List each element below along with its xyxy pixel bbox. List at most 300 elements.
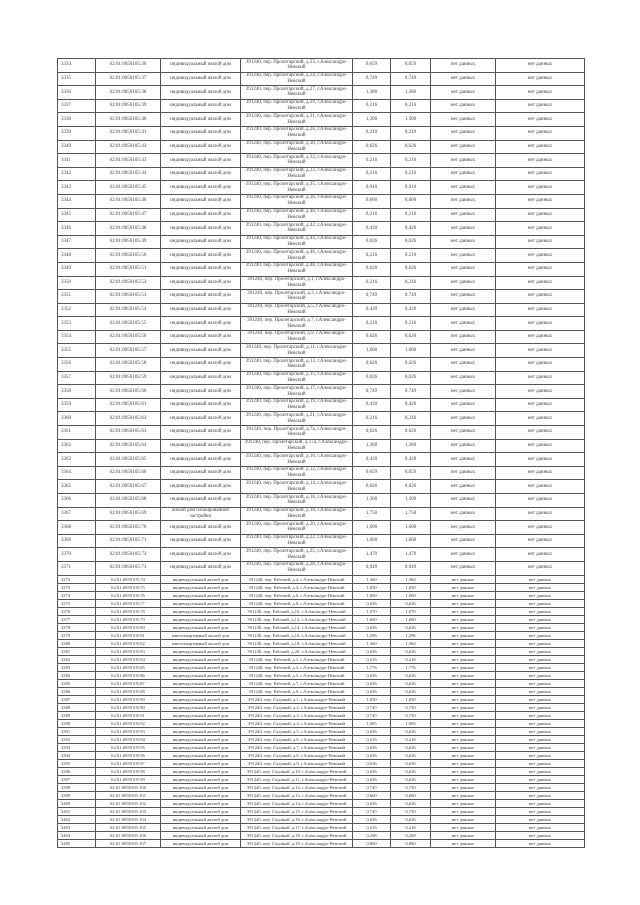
- object-type-cell: индивидуальный жилой дом: [161, 799, 241, 807]
- address-cell: 391240, пер. Пролетарский, д.7, г.Александро-Невский: [241, 317, 353, 331]
- object-type-cell: многоквартирный жилой дом: [161, 631, 241, 639]
- cadastral-number-cell: 62:01:0050105:90: [96, 703, 161, 711]
- status-cell: нет данных: [431, 262, 496, 276]
- value-cell-2: 0,626: [391, 480, 431, 494]
- address-cell: 391240, пер. Садовый, д.6, г.Александро-Невский: [241, 735, 353, 743]
- object-type-cell: индивидуальный жилой дом: [161, 759, 241, 767]
- row-number-cell: 3334: [58, 59, 96, 73]
- address-cell: 391240, пер. Пролетарский, д.20, г.Александро-Невский: [241, 521, 353, 535]
- row-number-cell: 3342: [58, 167, 96, 181]
- status-cell-2: нет данных: [496, 262, 585, 276]
- status-cell-2: нет данных: [496, 140, 585, 154]
- address-cell: 391240, пер. Пролетарский, д.1, г.Александро-Невский: [241, 276, 353, 290]
- address-cell: 391240, пер. Садовый, д.4, г.Александро-Невский: [241, 719, 353, 727]
- address-cell: 391240, пер. Рабочий, д.14, г.Александро-Невский: [241, 623, 353, 631]
- object-type-cell: индивидуальный жилой дом: [161, 561, 241, 575]
- status-cell: нет данных: [431, 671, 496, 679]
- value-cell-2: 0,626: [391, 262, 431, 276]
- status-cell-2: нет данных: [496, 671, 585, 679]
- status-cell-2: нет данных: [496, 208, 585, 222]
- status-cell-2: нет данных: [496, 358, 585, 372]
- status-cell-2: нет данных: [496, 599, 585, 607]
- value-cell-2: 0,216: [391, 276, 431, 290]
- value-cell: 0,626: [353, 687, 391, 695]
- object-type-cell: индивидуальный жилой дом: [161, 839, 241, 847]
- row-number-cell: 3360: [58, 412, 96, 426]
- value-cell: 0,626: [353, 140, 391, 154]
- value-cell-2: 0,216: [391, 412, 431, 426]
- value-cell-2: 1,360: [391, 639, 431, 647]
- object-type-cell: индивидуальный жилой дом: [161, 663, 241, 671]
- address-cell: 391240, пер. Рабочий, д.10, г.Александро-Невский: [241, 607, 353, 615]
- row-number-cell: 3361: [58, 426, 96, 440]
- object-type-cell: индивидуальный жилой дом: [161, 412, 241, 426]
- object-type-cell: индивидуальный жилой дом: [161, 385, 241, 399]
- status-cell-2: нет данных: [496, 181, 585, 195]
- row-number-cell: 3400: [58, 799, 96, 807]
- cadastral-number-cell: 62:01:0050105:94: [96, 735, 161, 743]
- status-cell: нет данных: [431, 695, 496, 703]
- value-cell-2: 0,216: [391, 823, 431, 831]
- table-row: [58, 371, 585, 385]
- address-cell: 391240, пер. Рабочий, д.20, г.Александро-Невский: [241, 647, 353, 655]
- value-cell-2: 0,626: [391, 679, 431, 687]
- value-cell: 1,050: [353, 695, 391, 703]
- status-cell-2: нет данных: [496, 743, 585, 751]
- value-cell-2: 0,210: [391, 126, 431, 140]
- table-row: [58, 140, 585, 154]
- status-cell: нет данных: [431, 235, 496, 249]
- row-number-cell: 3341: [58, 154, 96, 168]
- object-type-cell: индивидуальный жилой дом: [161, 317, 241, 331]
- status-cell: нет данных: [431, 113, 496, 127]
- table-row: [58, 631, 585, 639]
- value-cell-2: 0,626: [391, 358, 431, 372]
- address-cell: 391240, пер. Садовый, д.15, г.Александро-Невский: [241, 807, 353, 815]
- table-row: [58, 791, 585, 799]
- status-cell: нет данных: [431, 561, 496, 575]
- value-cell-2: 1,070: [391, 607, 431, 615]
- object-type-cell: индивидуальный жилой дом: [161, 208, 241, 222]
- status-cell-2: нет данных: [496, 222, 585, 236]
- status-cell: нет данных: [431, 385, 496, 399]
- cadastral-number-cell: 62:01:0050105:77: [96, 599, 161, 607]
- row-number-cell: 3377: [58, 615, 96, 623]
- status-cell: нет данных: [431, 783, 496, 791]
- row-number-cell: 3389: [58, 711, 96, 719]
- value-cell-2: 1,296: [391, 631, 431, 639]
- object-type-cell: индивидуальный жилой дом: [161, 583, 241, 591]
- object-type-cell: индивидуальный жилой дом: [161, 623, 241, 631]
- value-cell-2: 0,636: [391, 759, 431, 767]
- cadastral-number-cell: 62:01:0050105:99: [96, 775, 161, 783]
- value-cell-2: 0,216: [391, 154, 431, 168]
- value-cell-2: 0,626: [391, 140, 431, 154]
- object-type-cell: индивидуальный жилой дом: [161, 453, 241, 467]
- object-type-cell: индивидуальный жилой дом: [161, 521, 241, 535]
- object-type-cell: индивидуальный жилой дом: [161, 371, 241, 385]
- status-cell-2: нет данных: [496, 815, 585, 823]
- cadastral-number-cell: 62:01:0050105:107: [96, 839, 161, 847]
- value-cell-2: 0,626: [391, 727, 431, 735]
- row-number-cell: 3381: [58, 647, 96, 655]
- status-cell: нет данных: [431, 655, 496, 663]
- table-row: [58, 823, 585, 831]
- value-cell: 0,749: [353, 703, 391, 711]
- value-cell-2: 1,360: [391, 575, 431, 583]
- address-cell: 391240, пер. Пролетарский, д.17, г.Александро-Невский: [241, 385, 353, 399]
- status-cell: нет данных: [431, 647, 496, 655]
- table-row: [58, 262, 585, 276]
- object-type-cell: индивидуальный жилой дом: [161, 480, 241, 494]
- object-type-cell: индивидуальный жилой дом: [161, 439, 241, 453]
- table-row: [58, 330, 585, 344]
- row-number-cell: 3386: [58, 687, 96, 695]
- object-type-cell: индивидуальный жилой дом: [161, 615, 241, 623]
- value-cell: 0,626: [353, 679, 391, 687]
- status-cell: нет данных: [431, 466, 496, 480]
- value-cell-2: 0,626: [391, 599, 431, 607]
- object-type-cell: индивидуальный жилой дом: [161, 695, 241, 703]
- table-row: [58, 655, 585, 663]
- address-cell: 391240, пер. Пролетарский, д.11, г.Александро-Невский: [241, 344, 353, 358]
- row-number-cell: 3364: [58, 466, 96, 480]
- cadastral-number-cell: 62:01:0050105:61: [96, 398, 161, 412]
- status-cell: нет данных: [431, 453, 496, 467]
- address-cell: 391240, пер. Пролетарский, д.23, г.Александро-Невский: [241, 59, 353, 73]
- status-cell-2: нет данных: [496, 751, 585, 759]
- object-type-cell: индивидуальный жилой дом: [161, 767, 241, 775]
- status-cell: нет данных: [431, 371, 496, 385]
- value-cell-2: 0,626: [391, 647, 431, 655]
- value-cell: 0,749: [353, 807, 391, 815]
- object-type-cell: индивидуальный жилой дом: [161, 807, 241, 815]
- table-row: [58, 591, 585, 599]
- value-cell-2: 0,420: [391, 303, 431, 317]
- status-cell: нет данных: [431, 534, 496, 548]
- table-row: [58, 398, 585, 412]
- value-cell: 0,626: [353, 358, 391, 372]
- status-cell: нет данных: [431, 823, 496, 831]
- value-cell-2: 0,420: [391, 453, 431, 467]
- row-number-cell: 3362: [58, 439, 96, 453]
- status-cell-2: нет данных: [496, 398, 585, 412]
- cadastral-number-cell: 62:01:0050105:92: [96, 719, 161, 727]
- table-row: [58, 687, 585, 695]
- row-number-cell: 3363: [58, 453, 96, 467]
- value-cell: 0,626: [353, 743, 391, 751]
- cadastral-number-cell: 62:01:0050105:83: [96, 647, 161, 655]
- value-cell: 1,360: [353, 639, 391, 647]
- row-number-cell: 3349: [58, 262, 96, 276]
- value-cell: 1,050: [353, 583, 391, 591]
- value-cell: 1,470: [353, 548, 391, 562]
- status-cell: нет данных: [431, 249, 496, 263]
- value-cell-2: 1,600: [391, 521, 431, 535]
- object-type-cell: индивидуальный жилой дом: [161, 671, 241, 679]
- status-cell-2: нет данных: [496, 113, 585, 127]
- cadastral-number-cell: 62:01:0050105:44: [96, 167, 161, 181]
- status-cell-2: нет данных: [496, 679, 585, 687]
- value-cell: 0,420: [353, 453, 391, 467]
- table-row: [58, 799, 585, 807]
- table-row: [58, 647, 585, 655]
- table-row: [58, 663, 585, 671]
- value-cell-2: 0,420: [391, 398, 431, 412]
- status-cell-2: нет данных: [496, 783, 585, 791]
- value-cell: 1,000: [353, 591, 391, 599]
- status-cell: нет данных: [431, 276, 496, 290]
- cadastral-number-cell: 62:01:0050105:65: [96, 453, 161, 467]
- cadastral-number-cell: 62:01:0050105:59: [96, 371, 161, 385]
- status-cell: нет данных: [431, 330, 496, 344]
- status-cell-2: нет данных: [496, 303, 585, 317]
- table-row: [58, 695, 585, 703]
- status-cell-2: нет данных: [496, 412, 585, 426]
- address-cell: 391240, пер. Пролетарский, д.13, г.Александро-Невский: [241, 358, 353, 372]
- address-cell: 391240, пер. Пролетарский, д.27, г.Александро-Невский: [241, 86, 353, 100]
- row-number-cell: 3393: [58, 743, 96, 751]
- status-cell-2: нет данных: [496, 591, 585, 599]
- table-row: [58, 167, 585, 181]
- table-row: [58, 113, 585, 127]
- cadastral-number-cell: 62:01:0050105:66: [96, 466, 161, 480]
- value-cell-2: 0,916: [391, 181, 431, 195]
- value-cell: 0,660: [353, 791, 391, 799]
- table-row: [58, 208, 585, 222]
- cadastral-number-cell: 62:01:0050105:73: [96, 561, 161, 575]
- value-cell-2: 0,626: [391, 671, 431, 679]
- row-number-cell: 3379: [58, 631, 96, 639]
- value-cell: 0,216: [353, 154, 391, 168]
- value-cell: 0,210: [353, 126, 391, 140]
- row-number-cell: 3384: [58, 671, 96, 679]
- status-cell: нет данных: [431, 815, 496, 823]
- status-cell-2: нет данных: [496, 727, 585, 735]
- object-type-cell: индивидуальный жилой дом: [161, 494, 241, 508]
- status-cell: нет данных: [431, 759, 496, 767]
- cadastral-number-cell: 62:01:0050105:104: [96, 815, 161, 823]
- row-number-cell: 3336: [58, 86, 96, 100]
- address-cell: 391240, пер. Пролетарский, д.42, г.Александро-Невский: [241, 222, 353, 236]
- address-cell: 391240, пер. Пролетарский, д.48, г.Александро-Невский: [241, 262, 353, 276]
- row-number-cell: 3352: [58, 303, 96, 317]
- status-cell-2: нет данных: [496, 759, 585, 767]
- status-cell: нет данных: [431, 831, 496, 839]
- table-row: [58, 831, 585, 839]
- table-row: [58, 759, 585, 767]
- status-cell: нет данных: [431, 631, 496, 639]
- address-cell: 391240, пер. Рабочий, д.2, г.Александро-Невский: [241, 575, 353, 583]
- status-cell: нет данных: [431, 140, 496, 154]
- row-number-cell: 3383: [58, 663, 96, 671]
- value-cell-2: 0,626: [391, 751, 431, 759]
- row-number-cell: 3368: [58, 521, 96, 535]
- address-cell: 391240, пер. Пролетарский, д.5, г.Александро-Невский: [241, 303, 353, 317]
- value-cell: 0,420: [353, 303, 391, 317]
- object-type-cell: индивидуальный жилой дом: [161, 276, 241, 290]
- value-cell: 0,636: [353, 759, 391, 767]
- value-cell-2: 1,300: [391, 113, 431, 127]
- value-cell-2: 0,626: [391, 426, 431, 440]
- row-number-cell: 3347: [58, 235, 96, 249]
- cadastral-number-cell: 62:01:0050105:86: [96, 671, 161, 679]
- cadastral-number-cell: 62:01:0050105:45: [96, 181, 161, 195]
- status-cell-2: нет данных: [496, 276, 585, 290]
- object-type-cell: индивидуальный жилой дом: [161, 599, 241, 607]
- value-cell: 1,750: [353, 507, 391, 521]
- row-number-cell: 3403: [58, 823, 96, 831]
- value-cell: 0,626: [353, 775, 391, 783]
- status-cell-2: нет данных: [496, 385, 585, 399]
- address-cell: 391240, пер. Пролетарский, д.7а, г.Александро-Невский: [241, 426, 353, 440]
- address-cell: 391240, пер. Пролетарский, д.18, г.Александро-Невский: [241, 507, 353, 521]
- object-type-cell: индивидуальный жилой дом: [161, 575, 241, 583]
- status-cell-2: нет данных: [496, 663, 585, 671]
- address-cell: 391240, пер. Садовый, д.14, г.Александро-Невский: [241, 799, 353, 807]
- value-cell: 0,216: [353, 99, 391, 113]
- object-type-cell: жилой дом блокированной застройки: [161, 507, 241, 521]
- object-type-cell: индивидуальный жилой дом: [161, 534, 241, 548]
- object-type-cell: индивидуальный жилой дом: [161, 679, 241, 687]
- status-cell-2: нет данных: [496, 521, 585, 535]
- status-cell: нет данных: [431, 735, 496, 743]
- cadastral-number-cell: 62:01:0050105:75: [96, 583, 161, 591]
- object-type-cell: индивидуальный жилой дом: [161, 743, 241, 751]
- object-type-cell: индивидуальный жилой дом: [161, 783, 241, 791]
- address-cell: 391240, пер. Пролетарский, д.32, г.Александро-Невский: [241, 154, 353, 168]
- table-row: [58, 290, 585, 304]
- object-type-cell: индивидуальный жилой дом: [161, 548, 241, 562]
- status-cell: нет данных: [431, 344, 496, 358]
- cadastral-number-cell: 62:01:0050105:47: [96, 208, 161, 222]
- row-number-cell: 3399: [58, 791, 96, 799]
- status-cell: нет данных: [431, 575, 496, 583]
- cadastral-number-cell: 62:01:0050105:96: [96, 751, 161, 759]
- row-number-cell: 3382: [58, 655, 96, 663]
- object-type-cell: индивидуальный жилой дом: [161, 86, 241, 100]
- address-cell: 391240, пер. Садовый, д.13, г.Александро-Невский: [241, 791, 353, 799]
- status-cell: нет данных: [431, 599, 496, 607]
- value-cell: 0,749: [353, 72, 391, 86]
- status-cell-2: нет данных: [496, 453, 585, 467]
- object-type-cell: индивидуальный жилой дом: [161, 154, 241, 168]
- address-cell: 391240, пер. Пролетарский, д.36, г.Александро-Невский: [241, 194, 353, 208]
- status-cell-2: нет данных: [496, 480, 585, 494]
- value-cell: 0,626: [353, 671, 391, 679]
- row-number-cell: 3335: [58, 72, 96, 86]
- address-cell: 391240, пер. Садовый, д.12, г.Александро-Невский: [241, 783, 353, 791]
- address-cell: 391240, пер. Садовый, д.16, г.Александро-Невский: [241, 815, 353, 823]
- table-row: [58, 412, 585, 426]
- status-cell-2: нет данных: [496, 507, 585, 521]
- status-cell-2: нет данных: [496, 561, 585, 575]
- cadastral-number-cell: 62:01:0050105:95: [96, 743, 161, 751]
- address-cell: 391240, пер. Рабочий, д.1, г.Александро-Невский: [241, 655, 353, 663]
- status-cell-2: нет данных: [496, 647, 585, 655]
- value-cell-2: 0,626: [391, 767, 431, 775]
- address-cell: 391240, пер. Пролетарский, д.14, г.Александро-Невский: [241, 480, 353, 494]
- table-row: [58, 751, 585, 759]
- status-cell-2: нет данных: [496, 167, 585, 181]
- value-cell-2: 1,300: [391, 494, 431, 508]
- address-cell: 391240, пер. Рабочий, д.7, г.Александро-Невский: [241, 679, 353, 687]
- value-cell-2: 1,050: [391, 695, 431, 703]
- address-cell: 391240, пер. Садовый, д.17, г.Александро-Невский: [241, 823, 353, 831]
- address-cell: 391240, пер. Садовый, д.11, г.Александро-Невский: [241, 775, 353, 783]
- address-cell: 391240, пер. Пролетарский, д.24, г.Александро-Невский: [241, 72, 353, 86]
- status-cell: нет данных: [431, 607, 496, 615]
- table-row: [58, 222, 585, 236]
- object-type-cell: индивидуальный жилой дом: [161, 330, 241, 344]
- address-cell: 391240, пер. Рабочий, д.12, г.Александро-Невский: [241, 615, 353, 623]
- status-cell-2: нет данных: [496, 639, 585, 647]
- table-row: [58, 775, 585, 783]
- object-type-cell: индивидуальный жилой дом: [161, 358, 241, 372]
- value-cell-2: 0,420: [391, 222, 431, 236]
- address-cell: 391240, пер. Пролетарский, д.33, г.Александро-Невский: [241, 167, 353, 181]
- value-cell-2: 0,749: [391, 290, 431, 304]
- cadastral-number-cell: 62:01:0050105:46: [96, 194, 161, 208]
- value-cell-2: 1,776: [391, 663, 431, 671]
- object-type-cell: индивидуальный жилой дом: [161, 751, 241, 759]
- value-cell: 0,216: [353, 823, 391, 831]
- value-cell-2: 0,626: [391, 743, 431, 751]
- value-cell: 0,659: [353, 466, 391, 480]
- status-cell-2: нет данных: [496, 548, 585, 562]
- table-row: [58, 181, 585, 195]
- row-number-cell: 3374: [58, 591, 96, 599]
- row-number-cell: 3346: [58, 222, 96, 236]
- cadastral-number-cell: 62:01:0050105:63: [96, 426, 161, 440]
- value-cell-2: 0,216: [391, 249, 431, 263]
- address-cell: 391240, пер. Пролетарский, д.15, г.Александро-Невский: [241, 371, 353, 385]
- row-number-cell: 3359: [58, 398, 96, 412]
- address-cell: 391240, пер. Рабочий, д.18, г.Александро-Невский: [241, 639, 353, 647]
- value-cell-2: 0,749: [391, 783, 431, 791]
- cadastral-number-cell: 62:01:0050105:81: [96, 631, 161, 639]
- row-number-cell: 3358: [58, 385, 96, 399]
- value-cell: 0,420: [353, 398, 391, 412]
- table-row: [58, 480, 585, 494]
- row-number-cell: 3348: [58, 249, 96, 263]
- cadastral-number-cell: 62:01:0050105:37: [96, 72, 161, 86]
- status-cell-2: нет данных: [496, 695, 585, 703]
- status-cell-2: нет данных: [496, 235, 585, 249]
- object-type-cell: индивидуальный жилой дом: [161, 222, 241, 236]
- address-cell: 391240, пер. Рабочий, д.3, г.Александро-Невский: [241, 663, 353, 671]
- table-row: [58, 72, 585, 86]
- value-cell: 0,660: [353, 194, 391, 208]
- row-number-cell: 3401: [58, 807, 96, 815]
- value-cell: 0,216: [353, 276, 391, 290]
- object-type-cell: индивидуальный жилой дом: [161, 59, 241, 73]
- table-row: [58, 783, 585, 791]
- row-number-cell: 3380: [58, 639, 96, 647]
- address-cell: 391240, пер. Садовый, д.19, г.Александро-Невский: [241, 839, 353, 847]
- table-row: [58, 727, 585, 735]
- table-row: [58, 735, 585, 743]
- status-cell-2: нет данных: [496, 86, 585, 100]
- value-cell-2: 0,216: [391, 208, 431, 222]
- row-number-cell: 3337: [58, 99, 96, 113]
- status-cell: нет данных: [431, 167, 496, 181]
- status-cell: нет данных: [431, 767, 496, 775]
- status-cell-2: нет данных: [496, 439, 585, 453]
- table-row: [58, 575, 585, 583]
- value-cell-2: 0,216: [391, 167, 431, 181]
- row-number-cell: 3371: [58, 561, 96, 575]
